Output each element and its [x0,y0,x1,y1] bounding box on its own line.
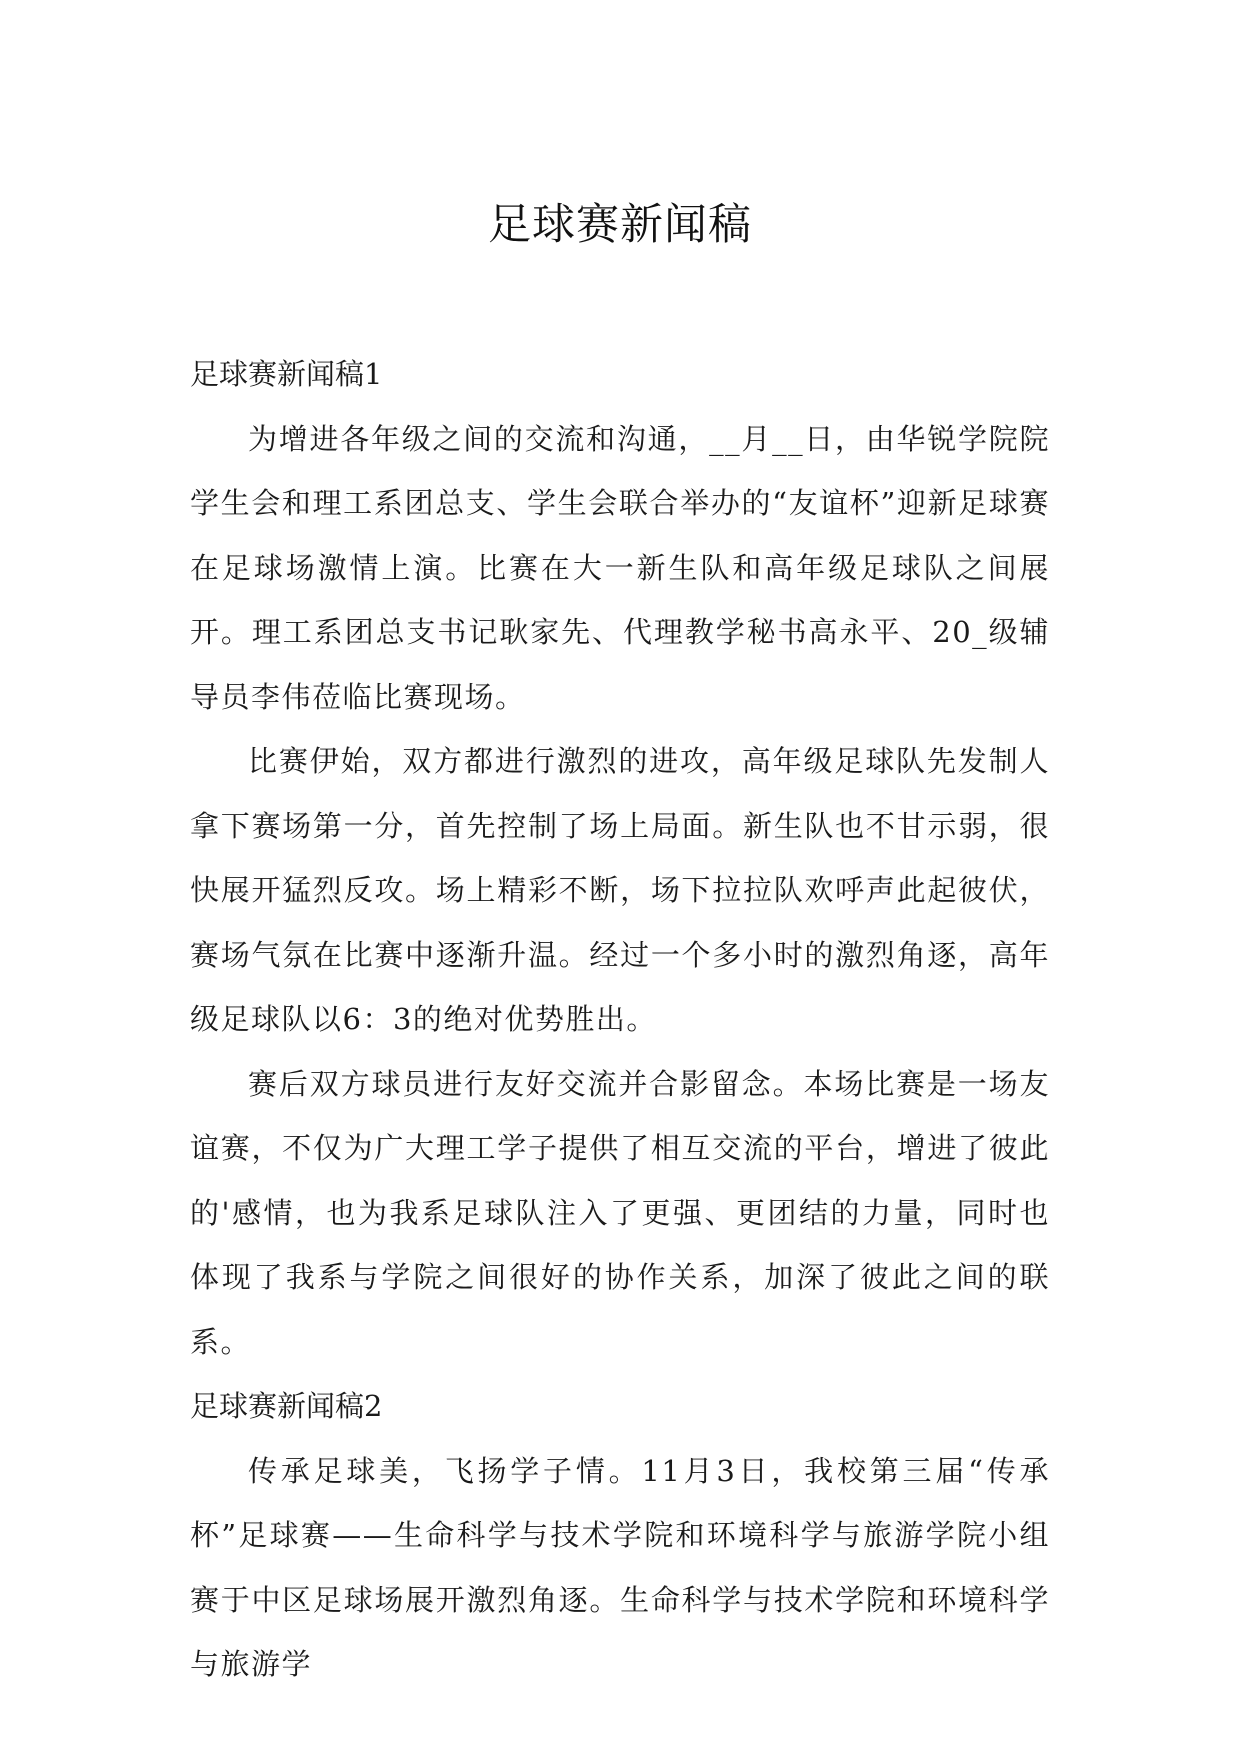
document-body [190,342,1050,1697]
section-2 [190,1374,1050,1697]
paragraph: 赛后双方球员进行友好交流并合影留念。本场比赛是一场友谊赛，不仅为广大理工学子提供了相互交流的平台，增进了彼此的'感情，也为我系足球队注入了更强、更团结的力量，同时也体现了我系与学院之间很好的协作关系，加深了彼此之间的联系。 [190,1066,1050,1359]
paragraph: 传承足球美，飞扬学子情。11月3日，我校第三届“传承杯”足球赛——生命科学与技术学院和环境科学与旅游学院小组赛于中区足球场展开激烈角逐。生命科学与技术学院和环境科学与旅游学 [190,1453,1050,1681]
paragraph: 比赛伊始，双方都进行激烈的进攻，高年级足球队先发制人拿下赛场第一分，首先控制了场上局面。新生队也不甘示弱，很快展开猛烈反攻。场上精彩不断，场下拉拉队欢呼声此起彼伏，赛场气氛在比赛中逐渐升温。经过一个多小时的激烈角逐，高年级足球队以6：3的绝对优势胜出。 [190,744,1050,1036]
section-heading: 足球赛新闻稿1 [190,357,383,391]
section-1 [190,342,1050,1374]
document-title: 足球赛新闻稿 [488,200,752,250]
paragraph: 为增进各年级之间的交流和沟通，__月__日，由华锐学院院学生会和理工系团总支、学生会联合举办的“友谊杯”迎新足球赛在足球场激情上演。比赛在大一新生队和高年级足球队之间展开。理工系团总支书记耿家先、代理教学秘书高永平、20_级辅导员李伟莅临比赛现场。 [190,421,1050,714]
section-heading: 足球赛新闻稿2 [190,1389,383,1423]
